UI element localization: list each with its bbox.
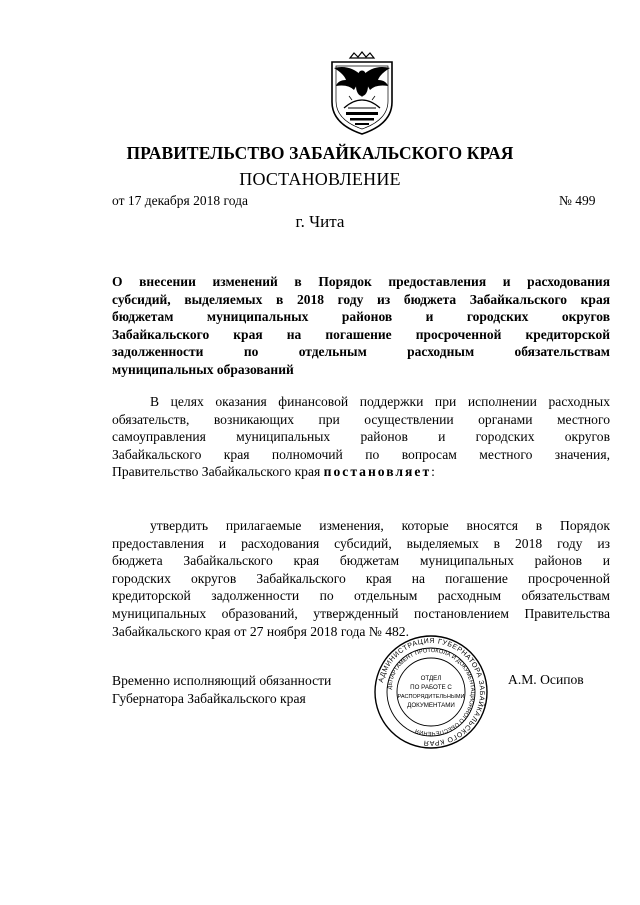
paragraph-line: кредиторской задолженности по отдельным расходным обязательствам [112, 588, 610, 604]
position-line: Временно исполняющий обязанности [112, 673, 332, 688]
svg-text:ДЕПАРТАМЕНТ ПРОТОКОЛА И ДОКУМЕ [387, 648, 475, 736]
stamp-ring-text: ДЕПАРТАМЕНТ ПРОТОКОЛА И ДОКУМЕНТАЦИОННОГО ОБЕСПЕЧЕНИЯ [387, 647, 476, 737]
paragraph-line: утвердить прилагаемые изменения, которые вносятся в Порядок [150, 518, 610, 533]
subject-line: муниципальных образований [112, 361, 294, 377]
decree-colon: : [431, 464, 435, 480]
document-subject [112, 273, 610, 379]
document-number: № 499 [559, 193, 596, 208]
signatory-name: А.М. Осипов [508, 672, 584, 687]
subject-line: Забайкальского края на погашение просроченной кредиторской [112, 326, 610, 342]
stamp-center-line: РАСПОРЯДИТЕЛЬНЫМИ [397, 694, 465, 700]
paragraph-line: бюджета Забайкальского края бюджетам муниципальных районов и [112, 553, 610, 569]
coat-of-arms-icon [322, 50, 402, 138]
paragraph-line: самоуправления муниципальных районов и городских округов [112, 429, 610, 445]
document-date: от 17 декабря 2018 года [112, 193, 248, 208]
decree-issuer: Правительство Забайкальского края [112, 464, 324, 480]
document-city: г. Чита [295, 212, 345, 231]
resolution-paragraph [112, 517, 610, 640]
paragraph-line [112, 463, 610, 481]
subject-line: бюджетам муниципальных районов и городских округов [112, 309, 610, 325]
document-type: ПОСТАНОВЛЕНИЕ [239, 169, 401, 189]
stamp-center-line: ДОКУМЕНТАМИ [407, 702, 455, 709]
government-title: ПРАВИТЕЛЬСТВО ЗАБАЙКАЛЬСКОГО КРАЯ [126, 143, 514, 163]
subject-line: О внесении изменений в Порядок предоставления и расходования [112, 274, 610, 289]
paragraph-line: городских округов Забайкальского края на погашение просроченной [112, 570, 610, 586]
paragraph-line: муниципальных образований, утвержденный постановлением Правительства [112, 605, 610, 621]
paragraph-line: обязательств, возникающих при осуществлении органами местного [112, 411, 610, 427]
stamp-outer-text: АДМИНИСТРАЦИЯ ГУБЕРНАТОРА ЗАБАЙКАЛЬСКОГО КРАЯ [377, 637, 486, 747]
paragraph-line: Забайкальского края полномочий по вопросам местного значения, [112, 446, 610, 462]
stamp-center-line: ОТДЕЛ [420, 675, 442, 682]
official-stamp-icon [373, 634, 489, 750]
decree-verb: постановляет [323, 464, 432, 480]
subject-line: задолженности по отдельным расходным обязательствам [112, 344, 610, 360]
paragraph-line: предоставления и расходования субсидий, выделяемых в 2018 году из [112, 535, 610, 551]
position-line: Губернатора Забайкальского края [112, 691, 306, 706]
preamble-paragraph [112, 393, 610, 481]
paragraph-line: Забайкальского края от 27 ноября 2018 года № 482. [112, 623, 409, 639]
subject-line: субсидий, выделяемых в 2018 году из бюджета Забайкальского края [112, 291, 610, 307]
paragraph-line: В целях оказания финансовой поддержки при исполнении расходных [150, 394, 610, 409]
stamp-center-line: ПО РАБОТЕ С [410, 684, 452, 691]
signatory-position [112, 672, 331, 708]
